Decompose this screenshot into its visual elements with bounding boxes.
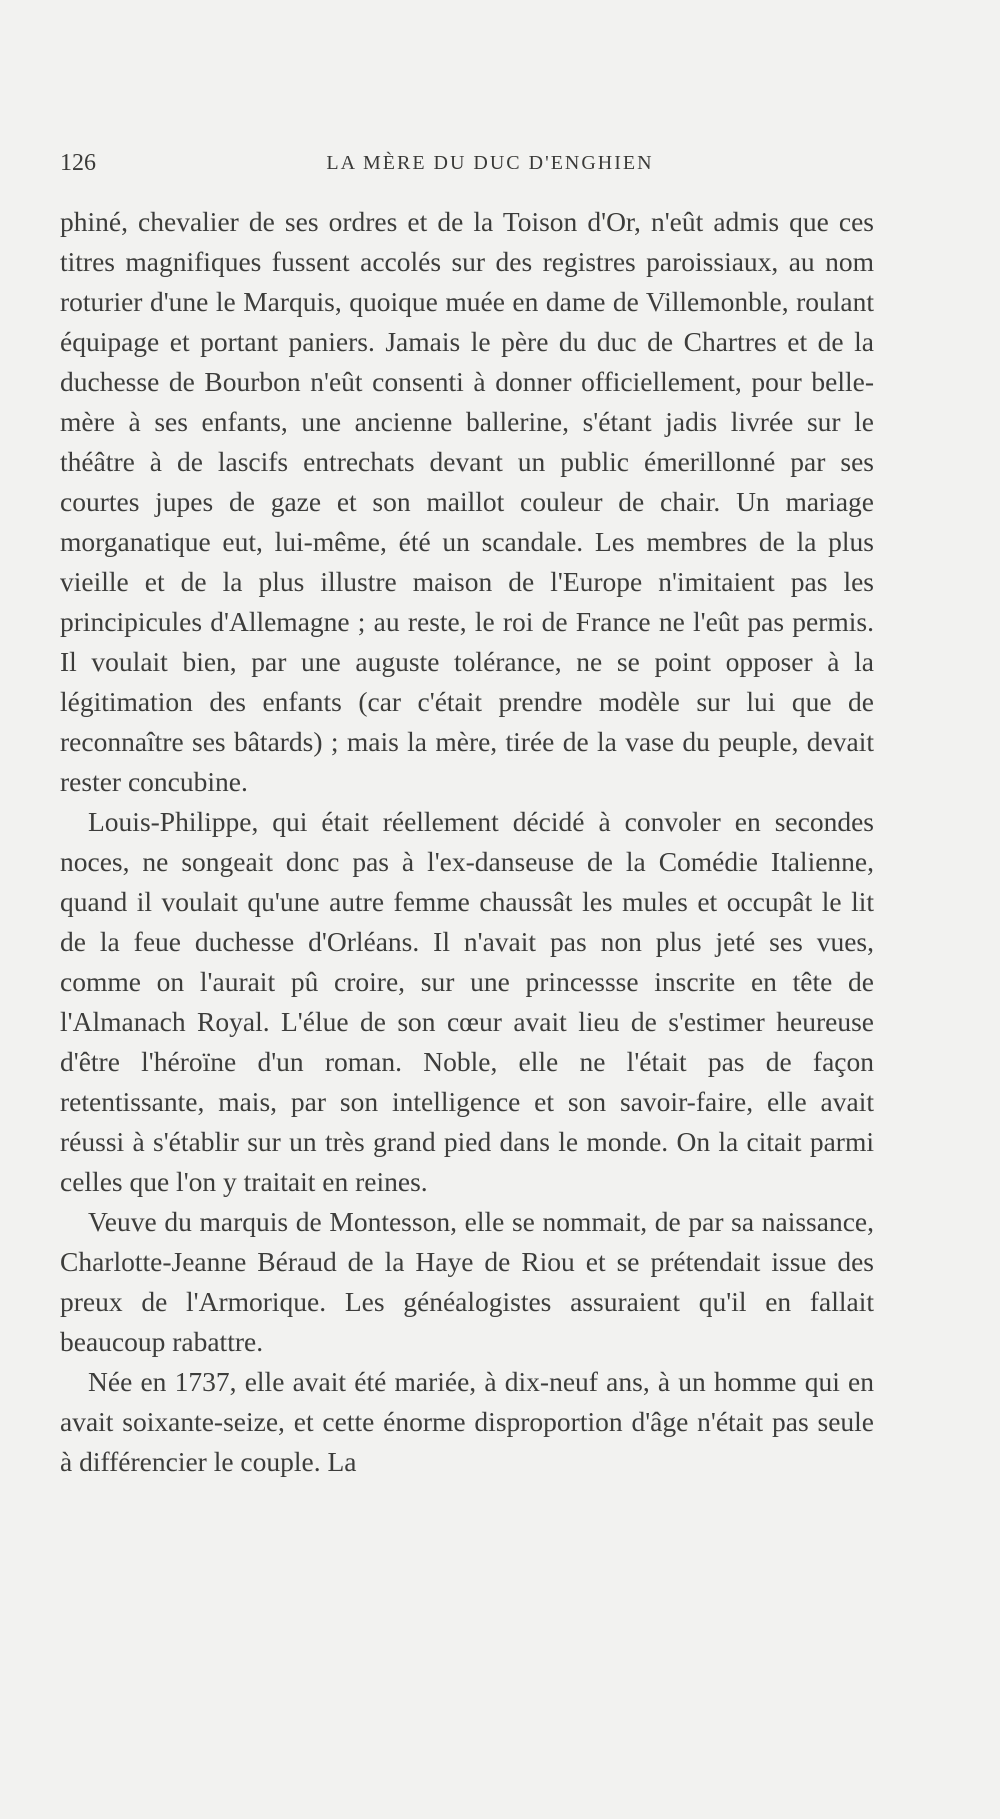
body-text — [60, 202, 874, 1482]
paragraph-continuation: phiné, chevalier de ses ordres et de la Toison d'Or, n'eût admis que ces titres magnifiques fussent accolés sur des registres paroissiaux, au nom roturier d'une le Marquis, quoique muée en dame de Villemonble, roulant équipage et portant paniers. Jamais le père du duc de Chartres et de la duchesse de Bourbon n'eût consenti à donner officiellement, pour belle-mère à ses enfants, une ancienne ballerine, s'étant jadis livrée sur le théâtre à de lascifs entrechats devant un public émerillonné par ses courtes jupes de gaze et son maillot couleur de chair. Un mariage morganatique eut, lui-même, été un scandale. Les membres de la plus vieille et de la plus illustre maison de l'Europe n'imitaient pas les principicules d'Allemagne ; au reste, le roi de France ne l'eût pas permis. Il voulait bien, par une auguste tolérance, ne se point opposer à la légitimation des enfants (car c'était prendre modèle sur lui que de reconnaître ses bâtards) ; mais la mère, tirée de la vase du peuple, devait rester concubine. — [60, 206, 874, 797]
paragraph-louis-philippe: Louis-Philippe, qui était réellement décidé à convoler en secondes noces, ne songeait donc pas à l'ex-danseuse de la Comédie Italienne, quand il voulait qu'une autre femme chaussât les mules et occupât le lit de la feue duchesse d'Orléans. Il n'avait pas non plus jeté ses vues, comme on l'aurait pû croire, sur une princessse inscrite en tête de l'Almanach Royal. L'élue de son cœur avait lieu de s'estimer heureuse d'être l'héroïne d'un roman. Noble, elle ne l'était pas de façon retentissante, mais, par son intelligence et son savoir-faire, elle avait réussi à s'établir sur un très grand pied dans le monde. On la citait parmi celles que l'on y traitait en reines. — [60, 806, 874, 1197]
paragraph-montesson: Veuve du marquis de Montesson, elle se nommait, de par sa naissance, Charlotte-Jeanne Béraud de la Haye de Riou et se prétendait issue des preux de l'Armorique. Les généalogistes assuraient qu'il en fallait beaucoup rabattre. — [60, 1206, 874, 1357]
running-head — [60, 150, 880, 180]
paragraph-birth: Née en 1737, elle avait été mariée, à dix-neuf ans, à un homme qui en avait soixante-seize, et cette énorme disproportion d'âge n'était pas seule à différencier le couple. La — [60, 1366, 874, 1477]
page-number: 126 — [60, 150, 96, 176]
running-title: LA MÈRE DU DUC D'ENGHIEN — [326, 152, 654, 174]
